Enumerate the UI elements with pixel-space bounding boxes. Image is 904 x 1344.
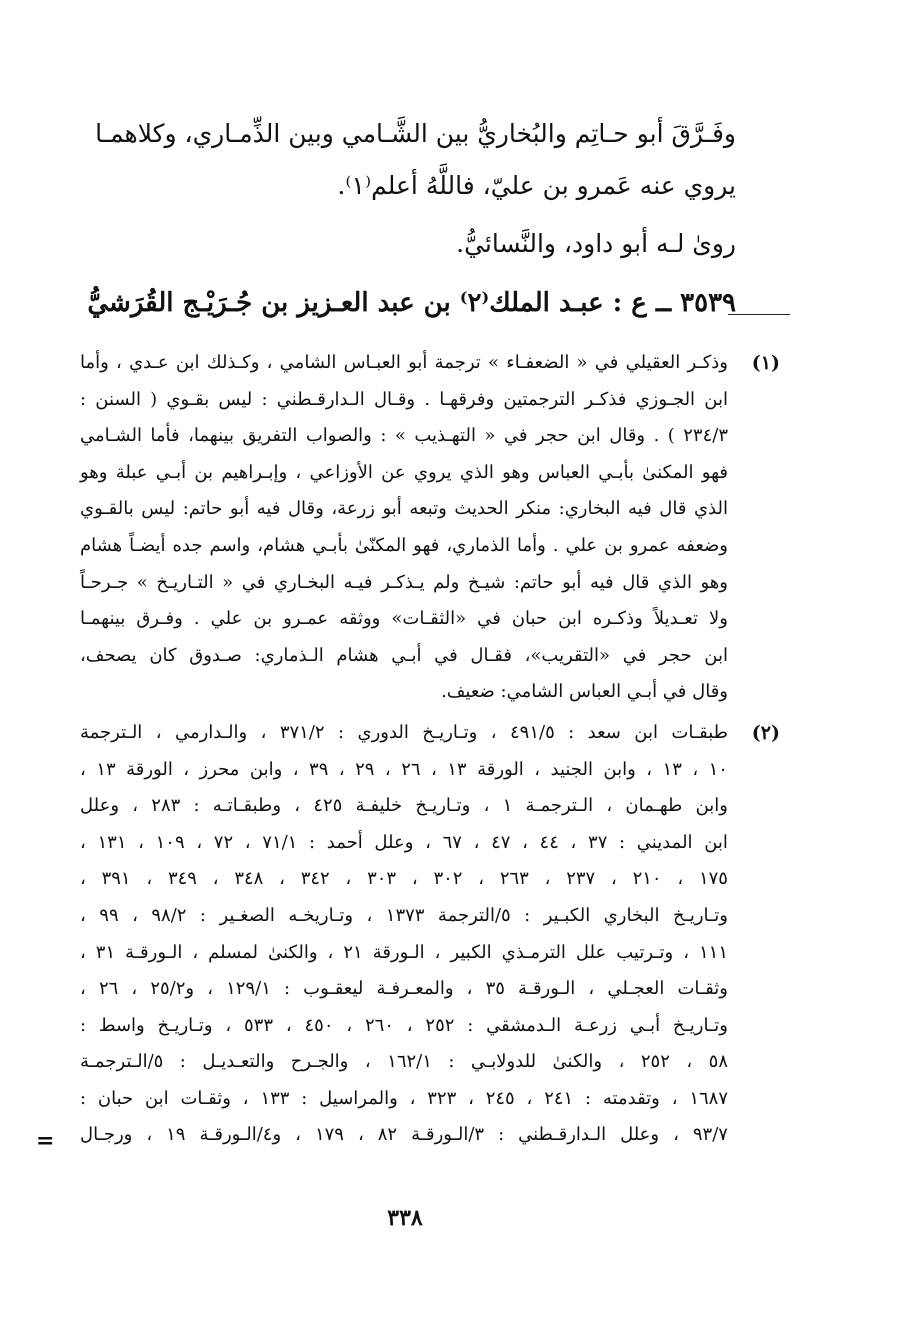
continuation-mark: = [36, 1128, 55, 1154]
footnote-line: وذكـر العقيلي في « الضعفـاء » ترجمة أبو العبـاس الشامي ، وكـذلك ابن عـدي ، وأما [80, 352, 728, 373]
footnote-2 [80, 715, 780, 1154]
footnote-line: ٢٣٤/٣ ) . وقال ابن حجر في « التهـذيب » : والصواب التفريق بينهما، فأما الشـامي [80, 425, 728, 447]
footnote-marker: (١) [751, 352, 780, 374]
footnote-line: وضعفه عمرو بن علي . وأما الذماري، فهو المكنّىٰ بأبـي هشام، واسم جده أيضـاً هشام [80, 534, 728, 556]
footnote-line: وهو الذي قال فيه أبو حاتم: شيـخ ولم يـذكـر فيـه البخـاري في « التـاريـخ » جـرحـاً [80, 571, 728, 593]
footnote-line: وابن طهـمان ، الـترجمـة ١ ، وتـاريـخ خليفـة ٤٢٥ ، وطبقـاتـه : ٢٨٣ ، وعلل [80, 795, 728, 817]
footnote-line: ٥٨ ، ٢٥٢ ، والكنىٰ للدولابـي : ١٦٢/١ ، والجـرح والتعـديـل : ٥/الـترجمـة [80, 1051, 729, 1073]
main-text-line: وفَـرَّقَ أبو حـاتِم والبُخاريُّ بين الشَّـامي وبين الذِّمـاري، وكلاهمـا [95, 119, 736, 148]
footnote-line: ولا تعـديلاً وذكـره ابن حبان في «الثقـات» ووثقه عمـرو بن علي . وفـرق بينهمـا [80, 608, 728, 630]
main-text [87, 108, 736, 332]
footnote-separator [728, 314, 790, 315]
footnote-line: ١٧٥ ، ٢١٠ ، ٢٣٧ ، ٢٦٣ ، ٣٠٢ ، ٣٠٣ ، ٣٤٢ ، ٣٤٨ ، ٣٤٩ ، ٣٩١ ، [80, 868, 728, 890]
entry-heading: ٣٥٣٩ ــ ع : عبـد الملك⁽٢⁾ بن عبد العـزيز بن جُـرَيْـج القُرَشيُّ [87, 288, 736, 318]
footnote-line: ٩٣/٧ ، وعلل الـدارقـطني : ٣/الـورقـة ٨٢ ، ١٧٩ ، و٤/الـورقـة ١٩ ، ورجـال [80, 1124, 728, 1146]
footnote-line: طبقـات ابن سعد : ٤٩١/٥ ، وتـاريـخ الدوري : ٣٧١/٢ ، والـدارمي ، الـترجمة [80, 721, 728, 743]
footnote-line: الذي قال فيه البخاري: منكر الحديث وتبعه أبو زرعة، وقال فيه أبو حاتم: ليس بالقـوي [80, 498, 728, 520]
main-text-line: روىٰ لـه أبو داود، والنَّسائيُّ. [456, 229, 736, 258]
footnote-line: ١٠ ، ١٣ ، وابن الجنيد ، الورقة ١٣ ، ٢٦ ، ٢٩ ، ٣٩ ، وابن محرز ، الورقة ١٣ ، [80, 758, 728, 780]
footnote-line: وتـاريـخ البخاري الكبـير : ٥/الترجمة ١٣٧٣ ، وتـاريخـه الصغـير : ٩٨/٢ ، ٩٩ ، [80, 904, 729, 926]
footnote-line: ١٦٨٧ ، وتقدمته : ٢٤١ ، ٢٤٥ ، ٣٢٣ ، والمراسيل : ١٣٣ ، وثقـات ابن حبان : [80, 1087, 728, 1109]
footnote-line: ابن الجـوزي فذكـر الترجمتين وفرقهـا . وقـال الـدارقـطني : ليس بقـوي ( السنن : [80, 388, 728, 410]
footnote-1 [80, 345, 780, 711]
footnote-line: ابن المديني : ٣٧ ، ٤٤ ، ٤٧ ، ٦٧ ، وعلل أحمد : ٧١/١ ، ٧٢ ، ١٠٩ ، ١٣١ ، [80, 831, 728, 853]
footnote-line: ابن حجر في «التقريب»، فقـال في أبـي هشام الـذماري: صـدوق كان يصحف، [80, 644, 728, 666]
page-number: ٣٣٨ [387, 1205, 423, 1231]
footnote-line: ١١١ ، وتـرتيب علل الترمـذي الكبير ، الـورقة ٢١ ، والكنىٰ لمسلم ، الـورقـة ٣١ ، [80, 941, 729, 963]
footnote-line: فهو المكنىٰ بأبـي العباس وهو الذي يروي عن الأوزاعي ، وإبـراهيم بن أبـي عبلة وهو [80, 461, 728, 483]
main-text-line: يروي عنه عَمرو بن عليّ، فاللَّهُ أعلم⁽١⁾. [337, 171, 736, 200]
footnote-line: وتـاريـخ أبـي زرعـة الـدمشقي : ٢٥٢ ، ٢٦٠ ، ٤٥٠ ، ٥٣٣ ، وتـاريـخ واسط : [80, 1014, 728, 1036]
footnote-line: وقال في أبـي العباس الشامي: ضعيف. [441, 681, 728, 703]
footnote-line: وثقـات العجـلي ، الـورقـة ٣٥ ، والمعـرفـة ليعقـوب : ١٢٩/١ ، و٢٥/٢ ، ٢٦ ، [80, 978, 728, 1000]
footnote-marker: (٢) [751, 721, 780, 744]
footnotes [80, 345, 780, 1154]
